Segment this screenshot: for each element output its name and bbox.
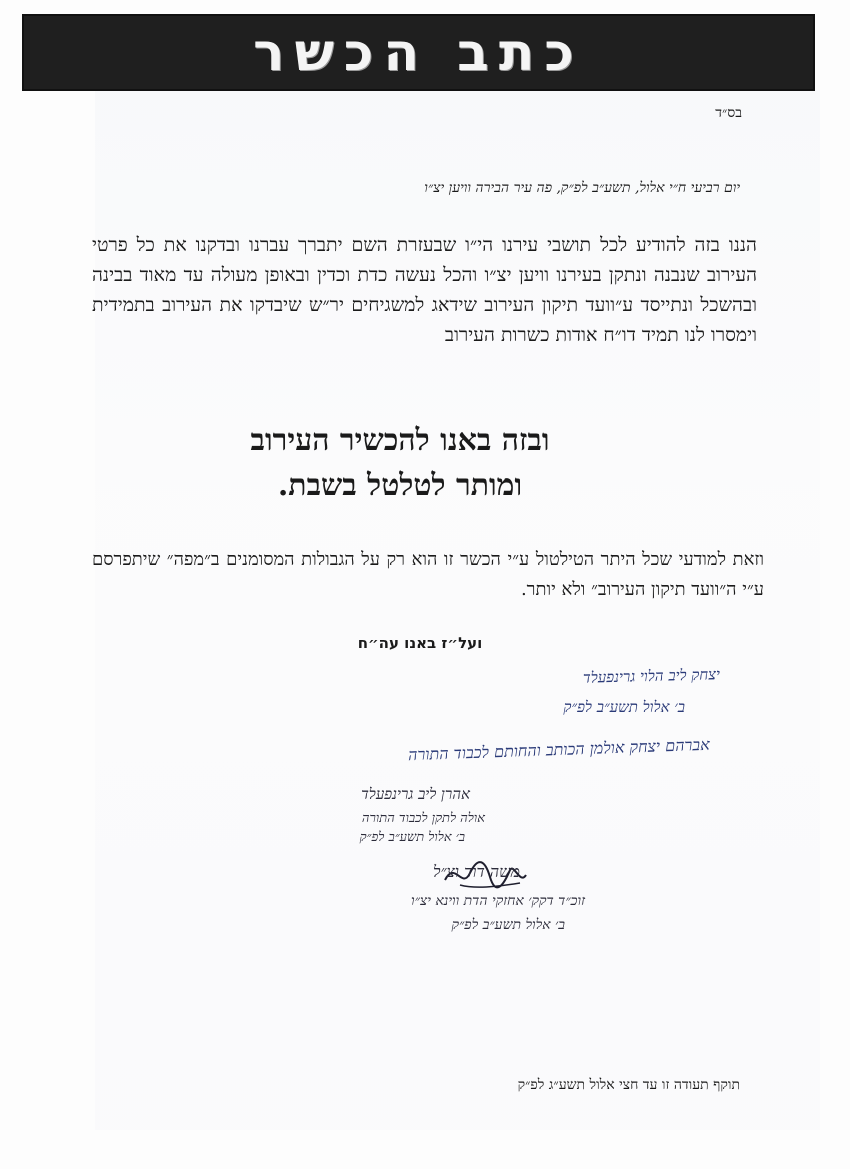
- headline-line-1: ובזה באנו להכשיר העירוב: [250, 423, 550, 458]
- certificate-header-bar: [22, 14, 815, 91]
- signature-4-name: משה דוד וצ״ל: [432, 862, 520, 881]
- signatures-intro: ועל״ז באנו עה״ח: [357, 634, 483, 652]
- intro-paragraph: הננו בזה להודיע לכל תושבי עירנו הי״ו שבעזרת השם יתברך עברנו ובדקנו את כל פרטי העירוב שנבנה ונתקן בעירנו וויען יצ״ו והכל נעשה כדת וכדין ובאופן מעולה עד מאוד בבינה ובהשכל ונתייסד ע״וועד תיקון העירוב שידאג למשגיחים יר״ש שיבדקו את העירוב בתמידית וימסרו לנו תמיד דו״ח אודות כשרות העירוב: [92, 234, 757, 346]
- validity-line: תוקף תעודה זו עד חצי אלול תשע״ג לפ״ק: [517, 1077, 740, 1093]
- signature-4-date: ב׳ אלול תשע״ב לפ״ק: [451, 917, 565, 933]
- signature-1-date: ב׳ אלול תשע״ב לפ״ק: [563, 698, 685, 716]
- date-line: יום רביעי ח״י אלול, תשע״ב לפ״ק, פה עיר הבירה וויען יצ״ו: [424, 180, 740, 196]
- headline-line-2: ומותר לטלטל בשבת.: [277, 468, 523, 503]
- signature-1-name: יצחק ליב הלוי גרינפעלד: [582, 665, 721, 687]
- headline: [180, 418, 620, 508]
- boundaries-notice: וזאת למודעי שכל היתר הטילטול ע״י הכשר זו הוא רק על הגבולות המסומנים ב״מפה״ שיתפרסם ע״י ה״וועד תיקון העירוב״ ולא יותר.: [92, 549, 764, 600]
- signature-3-title: אולה לתקן לכבוד התורה: [361, 811, 485, 826]
- signature-3-date: ב׳ אלול תשע״ב לפ״ק: [359, 830, 465, 845]
- signature-4-title: זוכ״ד דקק׳ אחזקי הדת ווינא יצ״ו: [411, 893, 585, 909]
- signature-2-name: אברהם יצחק אולמן הכותב והחותם לכבוד התורה: [407, 734, 711, 765]
- certificate-title: כתב הכשר: [253, 22, 584, 83]
- bsd-mark: בס״ד: [715, 105, 742, 121]
- signature-3-name: אהרן ליב גרינפעלד: [361, 785, 470, 803]
